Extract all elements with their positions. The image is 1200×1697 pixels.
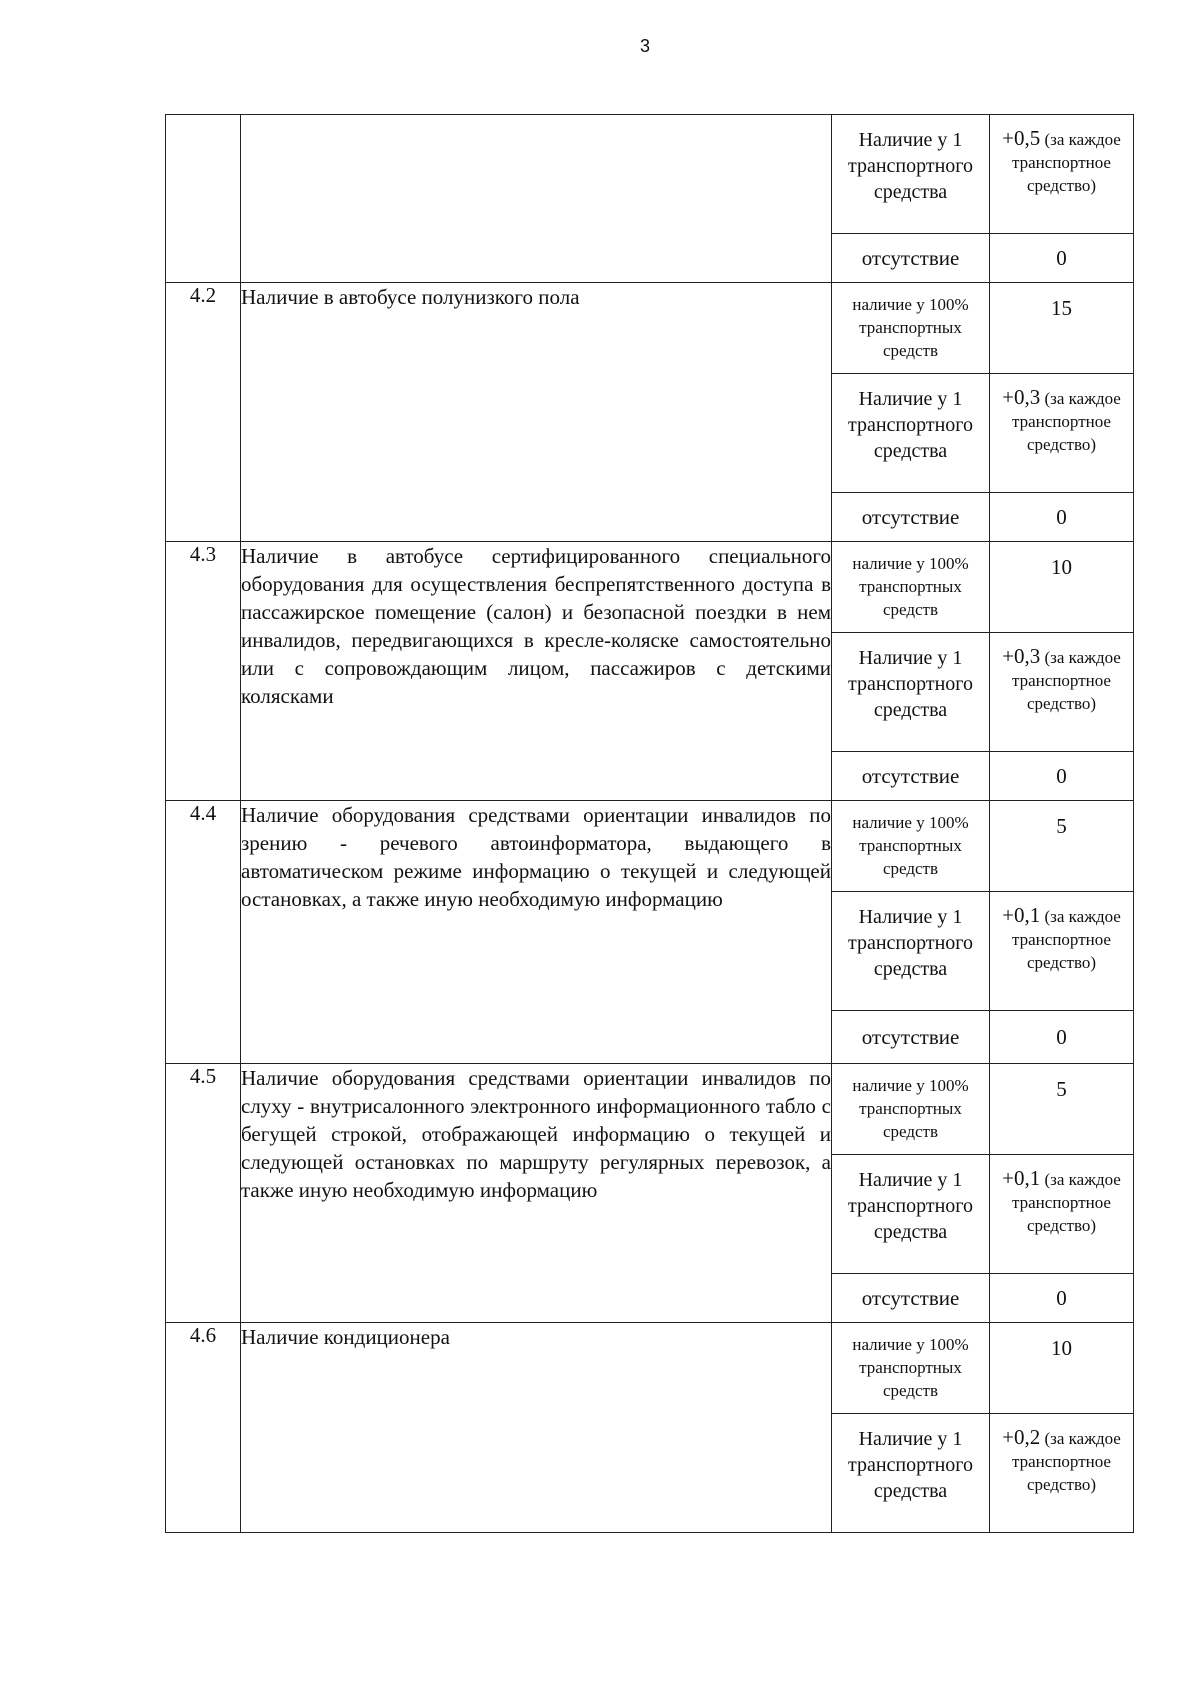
item-description xyxy=(241,115,832,283)
criteria-table xyxy=(165,114,1134,1533)
score-presence-all: 10 xyxy=(990,1323,1134,1414)
condition-presence-one: Наличие у 1 транспортного средства xyxy=(832,374,990,493)
score-presence-all: 5 xyxy=(990,801,1134,892)
score-absence: 0 xyxy=(990,1274,1134,1323)
score-presence-one: +0,5 (за каждое транспортное средство) xyxy=(990,115,1134,234)
condition-absence: отсутствие xyxy=(832,1274,990,1323)
score-presence-all: 10 xyxy=(990,542,1134,633)
score-absence: 0 xyxy=(990,1011,1134,1064)
score-absence: 0 xyxy=(990,234,1134,283)
item-number: 4.6 xyxy=(166,1323,241,1533)
table-row xyxy=(166,115,1134,234)
item-description: Наличие оборудования средствами ориентации инвалидов по слуху - внутрисалонного электронного информационного табло с бегущей строкой, отображающей информацию о текущей и следующей остановках по маршруту регулярных перевозок, а также иную необходимую информацию xyxy=(241,1064,832,1323)
item-description: Наличие в автобусе сертифицированного специального оборудования для осуществления беспрепятственного доступа в пассажирское помещение (салон) и безопасной поездки в нем инвалидов, передвигающихся в кресле-коляске самостоятельно или с сопровождающим лицом, пассажиров с детскими колясками xyxy=(241,542,832,801)
item-number xyxy=(166,115,241,283)
score-presence-one: +0,3 (за каждое транспортное средство) xyxy=(990,374,1134,493)
condition-presence-one: Наличие у 1 транспортного средства xyxy=(832,115,990,234)
condition-absence: отсутствие xyxy=(832,493,990,542)
condition-presence-all: наличие у 100% транспортных средств xyxy=(832,283,990,374)
item-description: Наличие в автобусе полунизкого пола xyxy=(241,283,832,542)
score-absence: 0 xyxy=(990,493,1134,542)
score-presence-all: 15 xyxy=(990,283,1134,374)
condition-presence-all: наличие у 100% транспортных средств xyxy=(832,801,990,892)
condition-presence-one: Наличие у 1 транспортного средства xyxy=(832,892,990,1011)
score-absence: 0 xyxy=(990,752,1134,801)
score-presence-one: +0,1 (за каждое транспортное средство) xyxy=(990,1155,1134,1274)
condition-presence-one: Наличие у 1 транспортного средства xyxy=(832,1155,990,1274)
score-presence-one: +0,3 (за каждое транспортное средство) xyxy=(990,633,1134,752)
table-row xyxy=(166,1323,1134,1414)
item-number: 4.5 xyxy=(166,1064,241,1323)
condition-presence-one: Наличие у 1 транспортного средства xyxy=(832,1414,990,1533)
table-row xyxy=(166,283,1134,374)
condition-absence: отсутствие xyxy=(832,1011,990,1064)
item-number: 4.3 xyxy=(166,542,241,801)
page-number: 3 xyxy=(639,36,650,56)
item-description: Наличие оборудования средствами ориентации инвалидов по зрению - речевого автоинформатора, выдающего в автоматическом режиме информацию о текущей и следующей остановках, а также иную необходимую информацию xyxy=(241,801,832,1064)
score-presence-all: 5 xyxy=(990,1064,1134,1155)
condition-absence: отсутствие xyxy=(832,752,990,801)
condition-presence-all: наличие у 100% транспортных средств xyxy=(832,542,990,633)
table-row xyxy=(166,1064,1134,1155)
score-presence-one: +0,1 (за каждое транспортное средство) xyxy=(990,892,1134,1011)
item-number: 4.2 xyxy=(166,283,241,542)
condition-absence: отсутствие xyxy=(832,234,990,283)
condition-presence-one: Наличие у 1 транспортного средства xyxy=(832,633,990,752)
item-number: 4.4 xyxy=(166,801,241,1064)
score-presence-one: +0,2 (за каждое транспортное средство) xyxy=(990,1414,1134,1533)
condition-presence-all: наличие у 100% транспортных средств xyxy=(832,1323,990,1414)
condition-presence-all: наличие у 100% транспортных средств xyxy=(832,1064,990,1155)
table-row xyxy=(166,542,1134,633)
item-description: Наличие кондиционера xyxy=(241,1323,832,1533)
table-row xyxy=(166,801,1134,892)
